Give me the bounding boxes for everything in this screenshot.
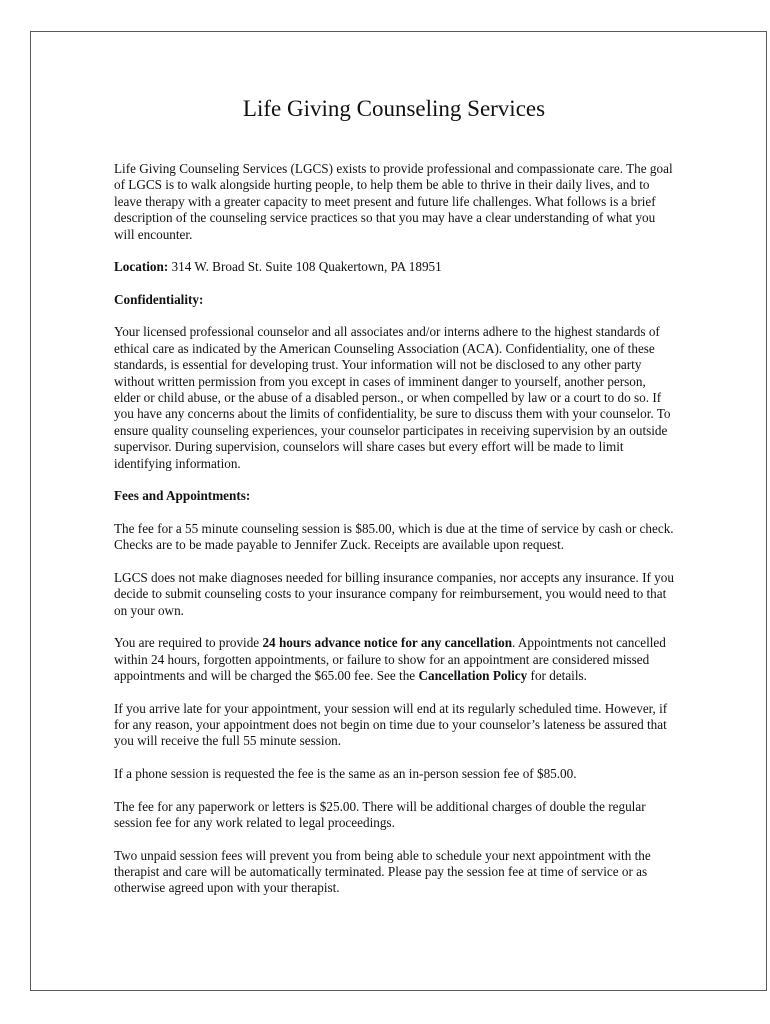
fees-paragraph-1: The fee for a 55 minute counseling session is $85.00, which is due at the time of service by cash or check. Checks are to be made payable to Jennifer Zuck. Receipts are available upon request. bbox=[114, 520, 674, 553]
location-line bbox=[114, 259, 674, 275]
confidentiality-paragraph: Your licensed professional counselor and all associates and/or interns adhere to the highest standards of ethical care as indicated by the American Counseling Association (ACA). Confidentiality, one of these standards, is essential for developing trust. Your information will not be disclosed to any other party without written permission from you except in cases of imminent danger to yourself, another person, elder or child abuse, or the abuse of a disabled person., or when compelled by law or a court to do so. If you have any concerns about the limits of confidentiality, be sure to discuss them with your counselor. To ensure quality counseling experiences, your counselor participates in receiving supervision by an outside supervisor. During supervision, counselors will share cases but every effort will be made to limit identifying information. bbox=[114, 324, 671, 471]
fees-p3-text-a: You are required to provide bbox=[114, 635, 263, 651]
fees-paragraph-6: The fee for any paperwork or letters is $25.00. There will be additional charges of double the regular session fee for any work related to legal proceedings. bbox=[114, 798, 646, 831]
fees-p3-text-c: . Appointments not cancelled within 24 hours, forgotten appointments, or failure to show for an appointment are considered missed appointments and will be charged the $65.00 fee. See the bbox=[114, 635, 666, 684]
fees-paragraph-7: Two unpaid session fees will prevent you from being able to schedule your next appointment with the therapist and care will be automatically terminated. Please pay the session fee at time of service or as otherwise agreed upon with your therapist. bbox=[114, 847, 651, 896]
location-label: Location: bbox=[114, 259, 169, 275]
fees-heading-text: Fees and Appointments: bbox=[114, 488, 251, 504]
fees-paragraph-3 bbox=[114, 635, 674, 684]
document-title: Life Giving Counseling Services bbox=[242, 96, 546, 121]
location-value: 314 W. Broad St. Suite 108 Quakertown, PA 18951 bbox=[168, 259, 442, 275]
fees-heading bbox=[114, 488, 674, 504]
fees-paragraph-4: If you arrive late for your appointment, your session will end at its regularly scheduled time. However, if for any reason, your appointment does not begin on time due to your counselor’s lateness be assured that you will receive the full 55 minute session. bbox=[114, 700, 668, 749]
confidentiality-heading bbox=[114, 292, 674, 308]
cancellation-notice-emphasis: 24 hours advance notice for any cancellation bbox=[262, 635, 513, 651]
fees-p3-text-e: for details. bbox=[527, 668, 587, 684]
fees-paragraph-5: If a phone session is requested the fee is the same as an in-person session fee of $85.00. bbox=[114, 766, 577, 782]
cancellation-policy-reference: Cancellation Policy bbox=[418, 668, 528, 684]
document-page bbox=[30, 31, 767, 991]
confidentiality-heading-text: Confidentiality: bbox=[114, 291, 204, 307]
fees-paragraph-2: LGCS does not make diagnoses needed for billing insurance companies, nor accepts any insurance. If you decide to submit counseling costs to your insurance company for reimbursement, you would need to that on your own. bbox=[114, 569, 674, 618]
intro-paragraph: Life Giving Counseling Services (LGCS) exists to provide professional and compassionate care. The goal of LGCS is to walk alongside hurting people, to help them be able to thrive in their daily lives, and to leave therapy with a greater capacity to meet present and future life challenges. What follows is a brief description of the counseling service practices so that you may have a clear understanding of what you will encounter. bbox=[114, 161, 673, 242]
document-content bbox=[114, 94, 674, 913]
